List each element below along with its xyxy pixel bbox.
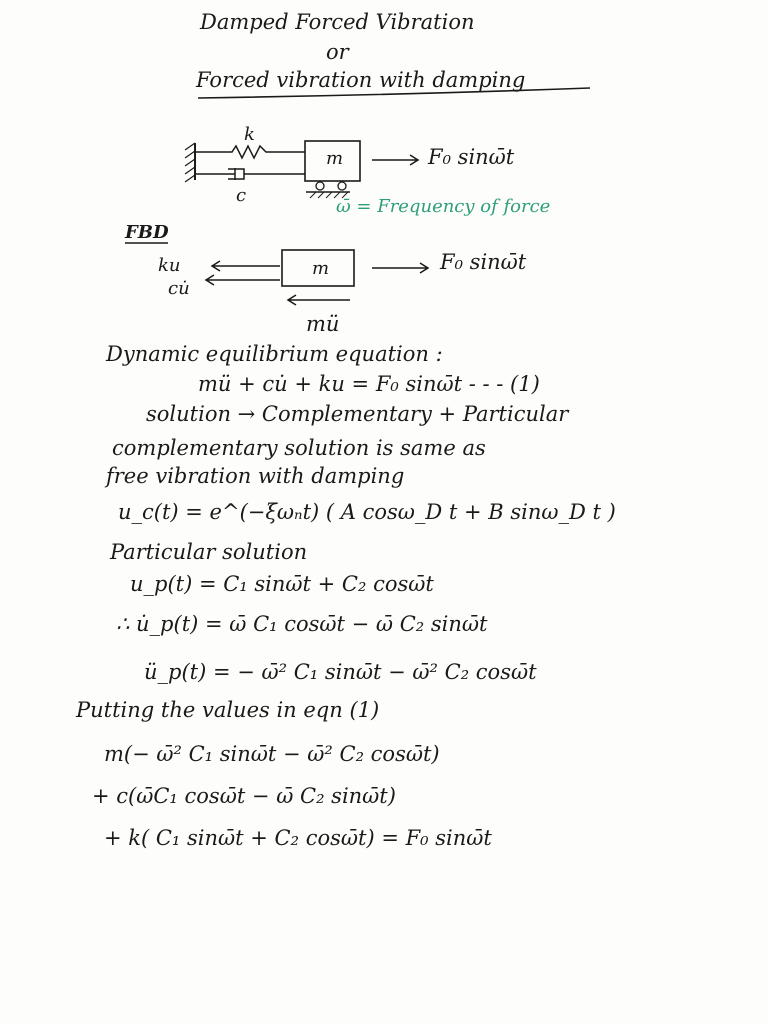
eq-line-5: free vibration with damping — [106, 464, 405, 488]
fbd-heading: FBD — [125, 222, 169, 243]
wall-hatch — [185, 143, 195, 182]
force-arrow — [372, 155, 418, 165]
damper-label: c — [236, 185, 247, 206]
ku-arrow — [212, 261, 280, 271]
eq-line-9: ∴ u̇_p(t) = ω̄ C₁ cosω̄t − ω̄ C₂ sinω̄t — [116, 612, 488, 636]
cu-arrow — [206, 275, 280, 285]
fbd-force-label: F₀ sinω̄t — [440, 250, 527, 274]
eq-line-6: u_c(t) = e^(−ξωₙt) ( A cosω_D t + B sinω_D t ) — [118, 500, 616, 524]
title-line1: Damped Forced Vibration — [200, 10, 475, 34]
mass-label: m — [326, 148, 344, 169]
title-line2: Forced vibration with damping — [196, 68, 526, 92]
spring — [195, 146, 305, 158]
wheel-right — [338, 182, 346, 190]
eq-line-4: complementary solution is same as — [112, 436, 486, 460]
eq-line-8: u_p(t) = C₁ sinω̄t + C₂ cosω̄t — [130, 572, 434, 596]
eq-line-1: Dynamic equilibrium equation : — [106, 342, 443, 366]
force-label: F₀ sinω̄t — [428, 145, 515, 169]
title-underline — [198, 88, 590, 98]
damper — [195, 168, 305, 180]
eq-line-7: Particular solution — [110, 540, 308, 564]
fbd-mass-label: m — [312, 258, 330, 279]
eq-line-3: solution → Complementary + Particular — [146, 402, 569, 426]
wheel-left — [316, 182, 324, 190]
eq-line-10: ü_p(t) = − ω̄² C₁ sinω̄t − ω̄² C₂ cosω̄t — [144, 660, 537, 684]
eq-line-2: mü + cu̇ + ku = F₀ sinω̄t - - - (1) — [198, 372, 540, 396]
eq-line-14: + k( C₁ sinω̄t + C₂ cosω̄t) = F₀ sinω̄t — [104, 826, 492, 850]
eq-line-13: + c(ω̄C₁ cosω̄t − ω̄ C₂ sinω̄t) — [92, 784, 396, 808]
fbd-inertia-label: mü — [306, 312, 340, 336]
eq-line-12: m(− ω̄² C₁ sinω̄t − ω̄² C₂ cosω̄t) — [104, 742, 440, 766]
eq-line-11: Putting the values in eqn (1) — [76, 698, 380, 722]
fbd-cu-label: cu̇ — [168, 278, 190, 299]
fbd-ku-label: ku — [158, 255, 181, 276]
inertia-arrow — [288, 295, 350, 305]
spring-label: k — [244, 124, 255, 145]
omega-note: ω̄ = Frequency of force — [336, 196, 551, 217]
title-or: or — [326, 40, 349, 64]
fbd-force-arrow — [372, 263, 428, 273]
